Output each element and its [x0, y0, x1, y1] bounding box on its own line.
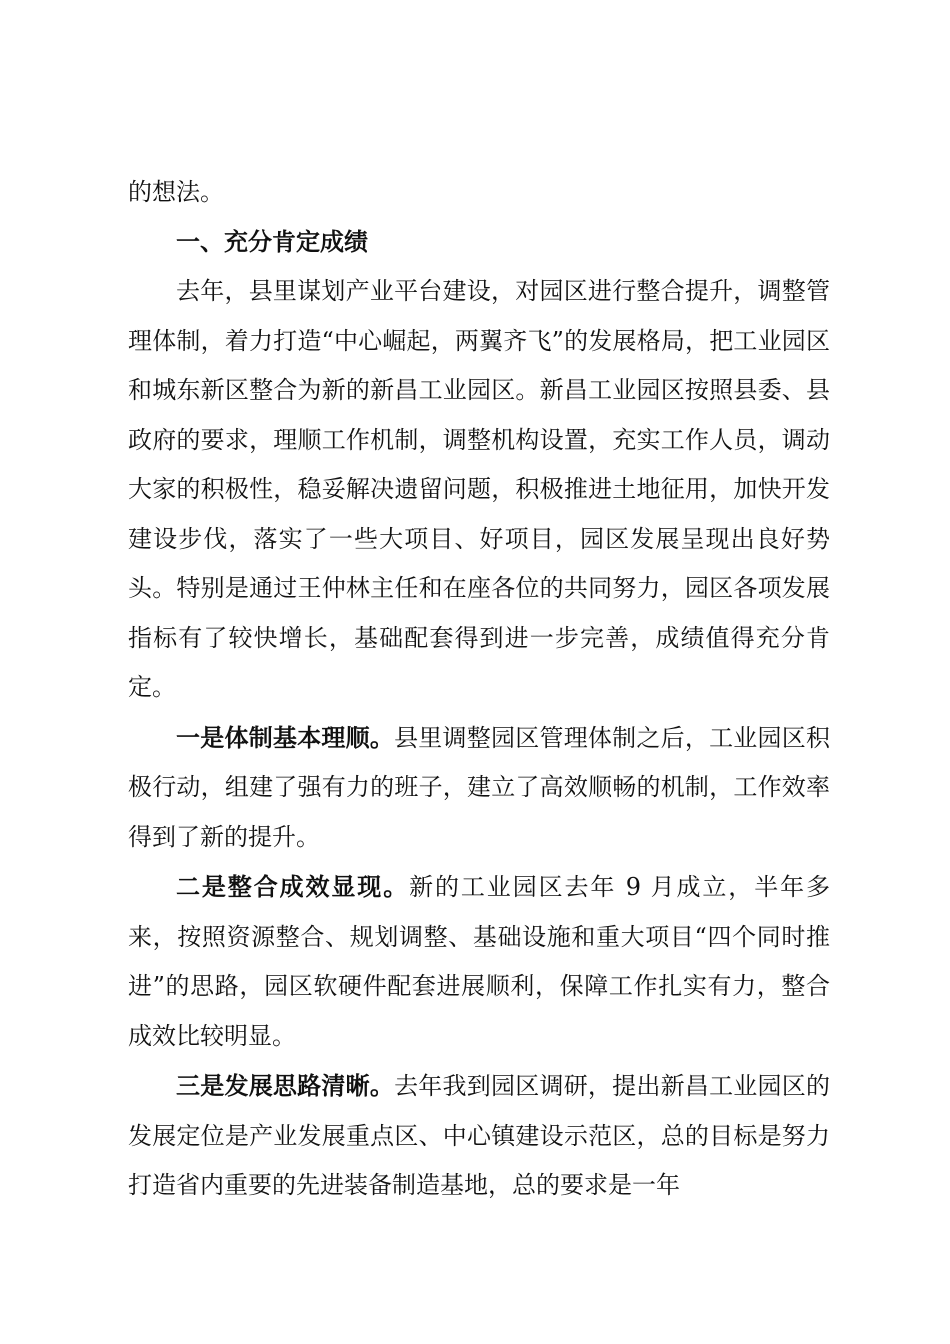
- document-body: [128, 168, 830, 1211]
- point-lead-2: 二是整合成效显现。: [176, 872, 410, 901]
- point-paragraph-1: [128, 713, 830, 863]
- point-paragraph-2: [128, 862, 830, 1061]
- intro-paragraph: 去年，县里谋划产业平台建设，对园区进行整合提升，调整管理体制，着力打造“中心崛起，两翼齐飞”的发展格局，把工业园区和城东新区整合为新的新昌工业园区。新昌工业园区按照县委、县政府的要求，理顺工作机制，调整机构设置，充实工作人员，调动大家的积极性，稳妥解决遗留问题，积极推进土地征用，加快开发建设步伐，落实了一些大项目、好项目，园区发展呈现出良好势头。特别是通过王仲林主任和在座各位的共同努力，园区各项发展指标有了较快增长，基础配套得到进一步完善，成绩值得充分肯定。: [128, 277, 830, 701]
- point-lead-3: 三是发展思路清晰。: [176, 1071, 395, 1100]
- point-text-3: 去年我到园区调研，提出新昌工业园区的发展定位是产业发展重点区、中心镇建设示范区，总的目标是努力打造省内重要的先进装备制造基地，总的要求是一年: [128, 1072, 830, 1199]
- point-paragraph-3: [128, 1061, 830, 1211]
- point-lead-1: 一是体制基本理顺。: [176, 722, 395, 752]
- point-text-2: 新的工业园区去年 9 月成立，半年多来，按照资源整合、规划调整、基础设施和重大项目“四个同时推进”的思路，园区软硬件配套进展顺利，保障工作扎实有力，整合成效比较明显。: [128, 873, 830, 1050]
- section-heading: 一、充分肯定成绩: [176, 227, 368, 256]
- point-text-1: 县里调整园区管理体制之后，工业园区积极行动，组建了强有力的班子，建立了高效顺畅的机制，工作效率得到了新的提升。: [128, 723, 830, 851]
- continuation-text: 的想法。: [128, 178, 224, 206]
